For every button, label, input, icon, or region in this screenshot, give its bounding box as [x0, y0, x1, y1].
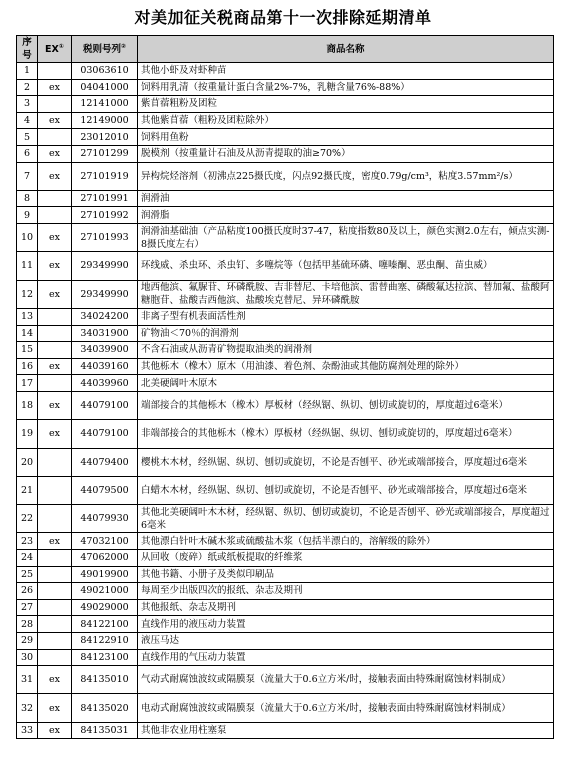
row-name: 非端部接合的其他栎木（橡木）厚板材（经纵锯、纵切、刨切或旋切的，厚度超过6毫米）	[138, 420, 554, 448]
row-code: 29349990	[72, 252, 138, 280]
row-ex	[38, 207, 72, 224]
row-ex: ex	[38, 666, 72, 694]
table-row	[17, 308, 554, 325]
row-name: 不含石油或从沥青矿物提取油类的润滑剂	[138, 342, 554, 359]
row-seq: 4	[17, 112, 38, 129]
row-ex	[38, 599, 72, 616]
row-code: 84122910	[72, 632, 138, 649]
row-seq: 8	[17, 190, 38, 207]
row-seq: 5	[17, 129, 38, 146]
row-name: 气动式耐腐蚀波纹或隔膜泵（流量大于0.6立方米/时，接触表面由特殊耐腐蚀材料制成）	[138, 666, 554, 694]
row-ex: ex	[38, 252, 72, 280]
row-ex: ex	[38, 420, 72, 448]
row-seq: 22	[17, 505, 38, 533]
row-seq: 2	[17, 79, 38, 96]
row-code: 34039900	[72, 342, 138, 359]
row-code: 47062000	[72, 549, 138, 566]
row-name: 端部接合的其他栎木（橡木）厚板材（经纵锯、纵切、刨切或旋切的，厚度超过6毫米）	[138, 391, 554, 419]
row-code: 84135010	[72, 666, 138, 694]
table-row	[17, 649, 554, 666]
row-code: 44079930	[72, 505, 138, 533]
row-name: 地西他滨、氟脲苷、环磷酰胺、吉非替尼、卡培他滨、雷替曲塞、磷酸氟达拉滨、替加氟、盐酸阿糖胞苷、盐酸吉西他滨、盐酸埃克替尼、异环磷酰胺	[138, 280, 554, 308]
row-name: 矿物油＜70％的润滑剂	[138, 325, 554, 342]
row-seq: 7	[17, 162, 38, 190]
table-row	[17, 391, 554, 419]
row-code: 84123100	[72, 649, 138, 666]
row-code: 27101991	[72, 190, 138, 207]
row-ex	[38, 476, 72, 504]
row-seq: 9	[17, 207, 38, 224]
row-ex: ex	[38, 224, 72, 252]
table-row	[17, 448, 554, 476]
product-table	[16, 35, 554, 739]
table-row	[17, 79, 554, 96]
table-row	[17, 420, 554, 448]
row-name: 异构烷烃溶剂（初沸点225摄氏度，闪点92摄氏度，密度0.79g/cm³，粘度3.57mm²/s）	[138, 162, 554, 190]
table-row	[17, 694, 554, 722]
row-name: 紫苜蓿粗粉及团粒	[138, 96, 554, 113]
table-row	[17, 190, 554, 207]
row-name: 脱模剂（按重量计石油及从沥青提取的油≥70%）	[138, 145, 554, 162]
header-ex-label: EX	[45, 43, 59, 55]
table-row	[17, 616, 554, 633]
row-seq: 30	[17, 649, 38, 666]
row-ex	[38, 549, 72, 566]
row-seq: 11	[17, 252, 38, 280]
row-name: 直线作用的气压动力装置	[138, 649, 554, 666]
row-seq: 14	[17, 325, 38, 342]
row-code: 44039960	[72, 375, 138, 392]
row-name: 其他紫苜蓿（粗粉及团粒除外）	[138, 112, 554, 129]
header-code-label: 税则号列	[82, 43, 121, 55]
row-ex	[38, 325, 72, 342]
table-row	[17, 533, 554, 550]
row-name: 直线作用的液压动力装置	[138, 616, 554, 633]
row-name: 电动式耐腐蚀波纹或隔膜泵（流量大于0.6立方米/时，接触表面由特殊耐腐蚀材料制成）	[138, 694, 554, 722]
row-seq: 13	[17, 308, 38, 325]
row-seq: 10	[17, 224, 38, 252]
row-name: 其他漂白针叶木碱木浆或硫酸盐木浆（包括半漂白的，溶解级的除外）	[138, 533, 554, 550]
row-ex: ex	[38, 694, 72, 722]
row-code: 84135020	[72, 694, 138, 722]
table-row	[17, 358, 554, 375]
row-code: 27101992	[72, 207, 138, 224]
row-code: 34031900	[72, 325, 138, 342]
table-row	[17, 583, 554, 600]
row-code: 47032100	[72, 533, 138, 550]
row-name: 饲料用乳清（按重量计蛋白含量2%-7%，乳糖含量76%-88%）	[138, 79, 554, 96]
table-row	[17, 112, 554, 129]
table-row	[17, 476, 554, 504]
row-code: 44079100	[72, 420, 138, 448]
header-code-footnote-mark: ②	[120, 42, 127, 50]
document-title: 对美加征关税商品第十一次排除延期清单	[134, 8, 432, 27]
row-ex: ex	[38, 391, 72, 419]
row-seq: 1	[17, 63, 38, 80]
row-ex	[38, 190, 72, 207]
row-code: 04041000	[72, 79, 138, 96]
table-row	[17, 549, 554, 566]
row-name: 其他非农业用柱塞泵	[138, 722, 554, 739]
table-row	[17, 162, 554, 190]
table-row	[17, 96, 554, 113]
row-seq: 15	[17, 342, 38, 359]
row-ex	[38, 308, 72, 325]
table-row	[17, 325, 554, 342]
row-seq: 25	[17, 566, 38, 583]
row-ex: ex	[38, 145, 72, 162]
header-ex	[38, 36, 72, 63]
row-ex	[38, 63, 72, 80]
row-name: 润滑油基础油（产品粘度100摄氏度时37-47，粘度指数80及以上，颜色实测2.0左右，倾点实测-8摄氏度左右）	[138, 224, 554, 252]
row-seq: 21	[17, 476, 38, 504]
row-ex: ex	[38, 162, 72, 190]
row-ex	[38, 632, 72, 649]
row-code: 27101993	[72, 224, 138, 252]
table-row	[17, 632, 554, 649]
row-ex	[38, 96, 72, 113]
row-code: 12149000	[72, 112, 138, 129]
row-ex: ex	[38, 280, 72, 308]
row-ex	[38, 505, 72, 533]
row-code: 23012010	[72, 129, 138, 146]
row-code: 03063610	[72, 63, 138, 80]
table-row	[17, 566, 554, 583]
row-seq: 23	[17, 533, 38, 550]
table-row	[17, 666, 554, 694]
row-ex	[38, 129, 72, 146]
row-name: 其他栎木（橡木）原木（用油漆、着色剂、杂酚油或其他防腐剂处理的除外）	[138, 358, 554, 375]
row-seq: 19	[17, 420, 38, 448]
table-header-row	[17, 36, 554, 63]
row-name: 润滑脂	[138, 207, 554, 224]
row-name: 每周至少出版四次的报纸、杂志及期刊	[138, 583, 554, 600]
table-row	[17, 280, 554, 308]
row-code: 29349990	[72, 280, 138, 308]
row-name: 其他书籍、小册子及类似印刷品	[138, 566, 554, 583]
row-ex	[38, 616, 72, 633]
row-code: 12141000	[72, 96, 138, 113]
row-name: 环线威、杀虫环、杀虫钉、多噻烷等（包括甲基硫环磷、噻嗪酮、恶虫酮、苗虫威）	[138, 252, 554, 280]
row-ex	[38, 448, 72, 476]
row-ex	[38, 649, 72, 666]
row-name: 饲料用鱼粉	[138, 129, 554, 146]
row-ex	[38, 566, 72, 583]
row-name: 非离子型有机表面活性剂	[138, 308, 554, 325]
row-seq: 6	[17, 145, 38, 162]
row-code: 49029000	[72, 599, 138, 616]
row-seq: 17	[17, 375, 38, 392]
header-name: 商品名称	[138, 36, 554, 63]
row-seq: 33	[17, 722, 38, 739]
table-row	[17, 505, 554, 533]
row-name: 其他报纸、杂志及期刊	[138, 599, 554, 616]
row-code: 44079400	[72, 448, 138, 476]
header-seq: 序号	[17, 36, 38, 63]
row-seq: 3	[17, 96, 38, 113]
row-name: 其他北美硬阔叶木木材，经纵锯、纵切、刨切或旋切，不论是否刨平、砂光或端部接合，厚度超过6毫米	[138, 505, 554, 533]
row-name: 从回收（废碎）纸或纸板提取的纤维浆	[138, 549, 554, 566]
row-ex	[38, 583, 72, 600]
row-code: 27101299	[72, 145, 138, 162]
row-code: 84122100	[72, 616, 138, 633]
row-name: 其他小虾及对虾种苗	[138, 63, 554, 80]
row-code: 27101919	[72, 162, 138, 190]
table-row	[17, 599, 554, 616]
row-code: 44079100	[72, 391, 138, 419]
row-seq: 28	[17, 616, 38, 633]
row-seq: 27	[17, 599, 38, 616]
row-name: 液压马达	[138, 632, 554, 649]
row-code: 44039160	[72, 358, 138, 375]
table-row	[17, 252, 554, 280]
table-row	[17, 342, 554, 359]
row-seq: 18	[17, 391, 38, 419]
row-ex: ex	[38, 533, 72, 550]
row-ex	[38, 342, 72, 359]
table-row	[17, 145, 554, 162]
table-row	[17, 375, 554, 392]
row-seq: 20	[17, 448, 38, 476]
row-code: 34024200	[72, 308, 138, 325]
row-seq: 26	[17, 583, 38, 600]
table-row	[17, 722, 554, 739]
row-name: 白蜡木木材，经纵锯、纵切、刨切或旋切，不论是否刨平、砂光或端部接合，厚度超过6毫米	[138, 476, 554, 504]
row-name: 北美硬阔叶木原木	[138, 375, 554, 392]
table-row	[17, 129, 554, 146]
row-name: 樱桃木木材，经纵锯、纵切、刨切或旋切，不论是否刨平、砂光或端部接合，厚度超过6毫米	[138, 448, 554, 476]
row-ex: ex	[38, 112, 72, 129]
row-name: 润滑油	[138, 190, 554, 207]
row-ex: ex	[38, 79, 72, 96]
header-ex-footnote-mark: ①	[58, 42, 64, 50]
row-code: 44079500	[72, 476, 138, 504]
table-row	[17, 207, 554, 224]
row-seq: 32	[17, 694, 38, 722]
table-row	[17, 63, 554, 80]
row-ex	[38, 375, 72, 392]
row-seq: 16	[17, 358, 38, 375]
row-code: 49019900	[72, 566, 138, 583]
row-ex: ex	[38, 722, 72, 739]
table-row	[17, 224, 554, 252]
row-code: 84135031	[72, 722, 138, 739]
header-code	[72, 36, 138, 63]
row-code: 49021000	[72, 583, 138, 600]
row-seq: 24	[17, 549, 38, 566]
row-ex: ex	[38, 358, 72, 375]
row-seq: 29	[17, 632, 38, 649]
row-seq: 31	[17, 666, 38, 694]
row-seq: 12	[17, 280, 38, 308]
